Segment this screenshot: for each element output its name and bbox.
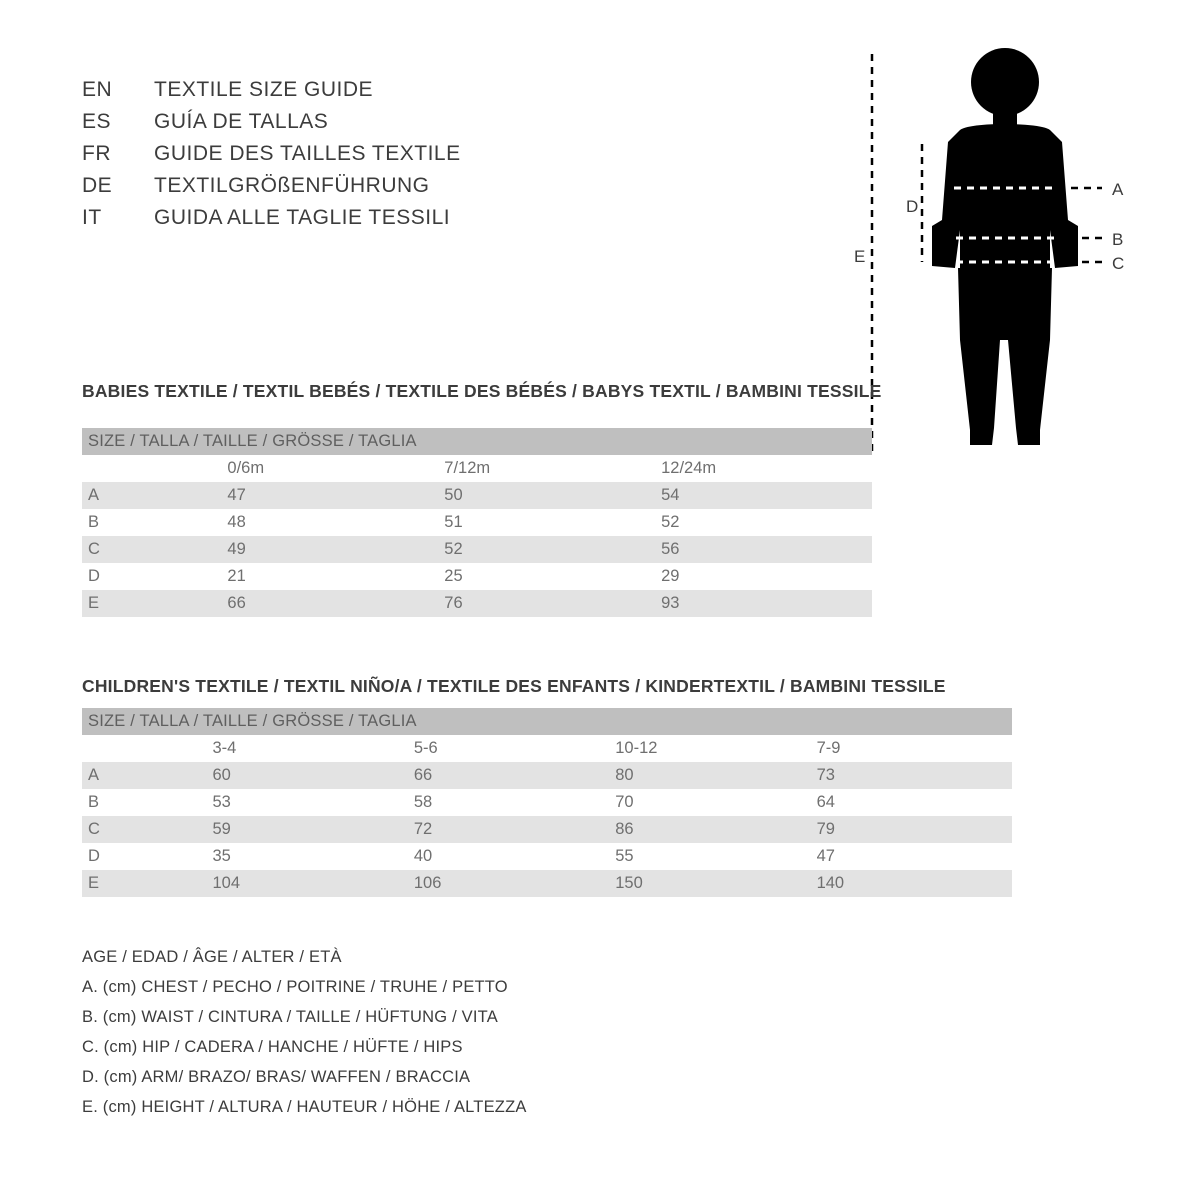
table-column-row	[82, 455, 872, 482]
language-row	[82, 174, 602, 206]
children-size-table	[82, 708, 1012, 897]
cell-value: 35	[212, 847, 231, 865]
table-row	[82, 536, 872, 563]
cell-value: 140	[816, 874, 845, 892]
column-header: 0/6m	[227, 459, 265, 477]
figure-label-a: A	[1112, 180, 1124, 199]
row-label: D	[88, 847, 100, 865]
cell-value: 25	[444, 567, 463, 585]
cell-value: 72	[413, 820, 433, 838]
cell-value: 52	[444, 540, 463, 558]
legend-title: AGE / EDAD / ÂGE / ALTER / ETÀ	[82, 948, 342, 966]
cell-value: 52	[661, 513, 680, 531]
cell-value: 49	[227, 540, 246, 558]
row-label: A	[88, 486, 100, 504]
column-header: 12/24m	[661, 459, 717, 477]
measurement-legend	[82, 948, 527, 1128]
row-label: B	[88, 793, 100, 811]
cell-value: 150	[615, 874, 643, 892]
table-row	[82, 870, 1012, 897]
cell-value: 76	[444, 594, 463, 612]
cell-value: 60	[212, 766, 231, 784]
babies-section-heading: BABIES TEXTILE / TEXTIL BEBÉS / TEXTILE DES BÉBÉS / BABYS TEXTIL / BAMBINI TESSILE	[82, 381, 882, 401]
cell-value: 50	[444, 486, 463, 504]
cell-value: 48	[227, 513, 246, 531]
body-measurement-figure	[850, 40, 1160, 470]
cell-value: 47	[816, 847, 835, 865]
cell-value: 93	[661, 594, 680, 612]
table-row	[82, 563, 872, 590]
cell-value: 64	[816, 793, 835, 811]
table-column-row	[82, 735, 1012, 762]
cell-value: 73	[816, 766, 835, 784]
language-title-block	[82, 78, 602, 238]
cell-value: 58	[413, 793, 433, 811]
language-row	[82, 78, 602, 110]
cell-value: 56	[661, 540, 680, 558]
table-header-row	[82, 708, 1012, 735]
cell-value: 70	[615, 793, 634, 811]
figure-label-e: E	[854, 247, 866, 266]
babies-size-table	[82, 428, 872, 617]
language-title: GUIDE DES TAILLES TEXTILE	[154, 142, 461, 165]
row-label: E	[88, 874, 100, 892]
cell-value: 66	[413, 766, 433, 784]
size-header-label: SIZE / TALLA / TAILLE / GRÖSSE / TAGLIA	[88, 712, 417, 730]
cell-value: 29	[661, 567, 680, 585]
language-code: DE	[82, 174, 113, 197]
legend-item-b: B. (cm) WAIST / CINTURA / TAILLE / HÜFTUNG / VITA	[82, 1008, 498, 1026]
language-title: TEXTILE SIZE GUIDE	[154, 78, 374, 101]
row-label: C	[88, 820, 100, 838]
language-title: TEXTILGRÖßENFÜHRUNG	[154, 174, 430, 197]
row-label: A	[88, 766, 100, 784]
cell-value: 104	[212, 874, 241, 892]
cell-value: 53	[212, 793, 231, 811]
table-header-row	[82, 428, 872, 455]
table-row	[82, 590, 872, 617]
legend-item-a: A. (cm) CHEST / PECHO / POITRINE / TRUHE / PETTO	[82, 978, 508, 996]
cell-value: 51	[444, 513, 463, 531]
figure-label-b: B	[1112, 230, 1124, 249]
language-code: IT	[82, 206, 102, 229]
row-label: B	[88, 513, 100, 531]
cell-value: 79	[816, 820, 835, 838]
cell-value: 21	[227, 567, 246, 585]
language-row	[82, 110, 602, 142]
column-corner	[82, 735, 207, 762]
cell-value: 40	[413, 847, 433, 865]
table-row	[82, 482, 872, 509]
language-code: EN	[82, 78, 113, 101]
language-code: ES	[82, 110, 112, 133]
language-code: FR	[82, 142, 111, 165]
language-row	[82, 206, 602, 238]
children-section-heading: CHILDREN'S TEXTILE / TEXTIL NIÑO/A / TEXTILE DES ENFANTS / KINDERTEXTIL / BAMBINI TESSILE	[82, 676, 946, 696]
table-row	[82, 789, 1012, 816]
cell-value: 106	[413, 874, 442, 892]
row-label: C	[88, 540, 100, 558]
table-row	[82, 816, 1012, 843]
row-label: E	[88, 594, 100, 612]
legend-item-d: D. (cm) ARM/ BRAZO/ BRAS/ WAFFEN / BRACCIA	[82, 1068, 471, 1086]
legend-item-c: C. (cm) HIP / CADERA / HANCHE / HÜFTE / HIPS	[82, 1038, 463, 1056]
cell-value: 59	[212, 820, 231, 838]
cell-value: 80	[615, 766, 634, 784]
cell-value: 55	[615, 847, 634, 865]
cell-value: 86	[615, 820, 634, 838]
legend-item-e: E. (cm) HEIGHT / ALTURA / HAUTEUR / HÖHE / ALTEZZA	[82, 1098, 527, 1116]
table-row	[82, 509, 872, 536]
column-corner	[82, 455, 221, 482]
row-label: D	[88, 567, 100, 585]
column-header: 3-4	[212, 739, 237, 757]
body-silhouette-icon	[932, 48, 1078, 445]
cell-value: 66	[227, 594, 246, 612]
column-header: 7-9	[816, 739, 841, 757]
language-row	[82, 142, 602, 174]
cell-value: 47	[227, 486, 246, 504]
language-title: GUÍA DE TALLAS	[154, 110, 329, 133]
figure-label-d: D	[906, 197, 919, 216]
column-header: 10-12	[615, 739, 658, 757]
table-row	[82, 762, 1012, 789]
size-header-label: SIZE / TALLA / TAILLE / GRÖSSE / TAGLIA	[88, 432, 417, 450]
figure-label-c: C	[1112, 254, 1125, 273]
column-header: 7/12m	[444, 459, 491, 477]
table-row	[82, 843, 1012, 870]
cell-value: 54	[661, 486, 680, 504]
column-header: 5-6	[413, 739, 438, 757]
language-title: GUIDA ALLE TAGLIE TESSILI	[154, 206, 451, 229]
